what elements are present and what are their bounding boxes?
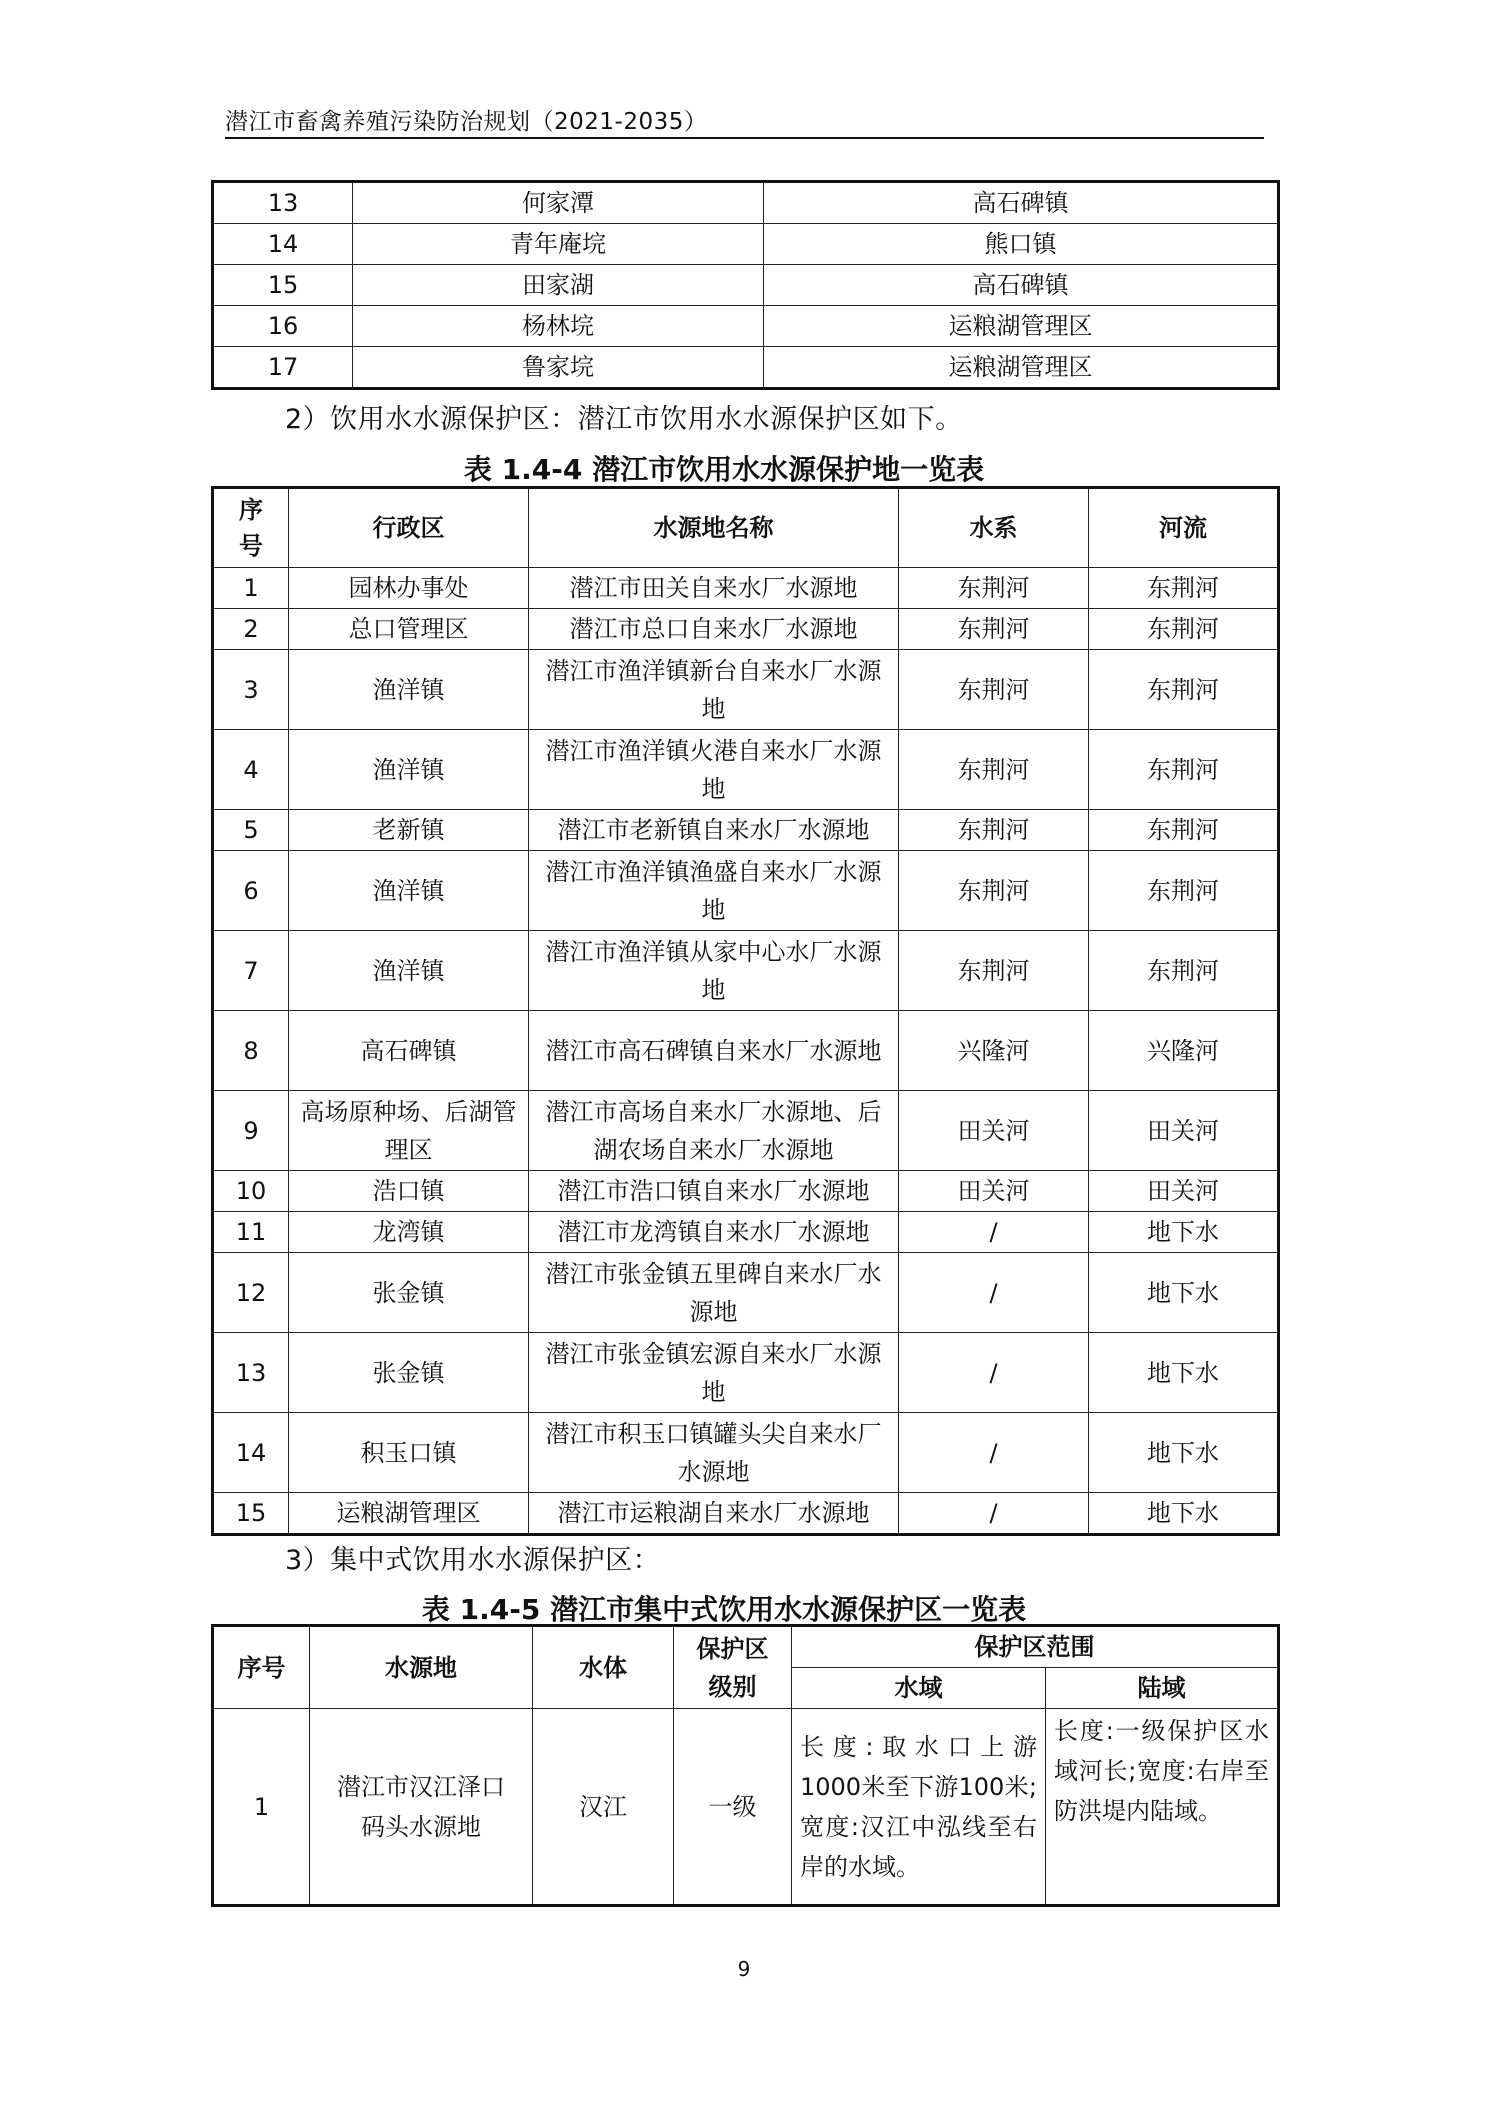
paragraph-3: 3）集中式饮用水水源保护区：	[285, 1545, 661, 1576]
table5-header-source: 水源地	[310, 1626, 533, 1709]
cell-water-system: 田关河	[899, 1091, 1089, 1171]
table-row	[213, 1333, 1279, 1413]
cell-river: 东荆河	[1089, 931, 1279, 1011]
cell-district: 渔洋镇	[289, 650, 529, 730]
cell-seq: 10	[213, 1171, 289, 1212]
cell-seq: 8	[213, 1011, 289, 1091]
cell-source-name: 潜江市总口自来水厂水源地	[529, 609, 899, 650]
cell-town: 高石碑镇	[764, 265, 1279, 306]
cell-seq: 4	[213, 730, 289, 810]
table4-header-water-system: 水系	[899, 488, 1089, 568]
cell-source-name: 潜江市渔洋镇渔盛自来水厂水源地	[529, 851, 899, 931]
table-row	[213, 1091, 1279, 1171]
cell-source-name: 潜江市田关自来水厂水源地	[529, 568, 899, 609]
cell-district: 园林办事处	[289, 568, 529, 609]
cell-water-system: /	[899, 1413, 1089, 1493]
cell-seq: 1	[213, 568, 289, 609]
cell-seq: 14	[213, 1413, 289, 1493]
cell-river: 田关河	[1089, 1091, 1279, 1171]
cell-water-system: 东荆河	[899, 810, 1089, 851]
table-row	[213, 1709, 1279, 1906]
table5-header-water-area: 水域	[792, 1668, 1046, 1709]
table4-header-seq: 序号	[213, 488, 289, 568]
cell-district: 渔洋镇	[289, 851, 529, 931]
cell-name: 田家湖	[353, 265, 764, 306]
table-row	[213, 1253, 1279, 1333]
table-row	[213, 306, 1279, 347]
table-row	[213, 347, 1279, 389]
cell-district: 积玉口镇	[289, 1413, 529, 1493]
cell-water-system: 兴隆河	[899, 1011, 1089, 1091]
table5-cell-water: 长度:取水口上游1000米至下游100米;宽度:汉江中泓线至右岸的水域。	[792, 1709, 1046, 1906]
cell-seq: 9	[213, 1091, 289, 1171]
cell-water-system: 东荆河	[899, 730, 1089, 810]
cell-source-name: 潜江市张金镇五里碑自来水厂水源地	[529, 1253, 899, 1333]
cell-seq: 14	[213, 224, 353, 265]
cell-source-name: 潜江市积玉口镇罐头尖自来水厂水源地	[529, 1413, 899, 1493]
cell-water-system: 东荆河	[899, 650, 1089, 730]
table5-header-range: 保护区范围	[792, 1626, 1279, 1668]
table5-header-level: 保护区级别	[674, 1626, 792, 1709]
cell-water-system: 田关河	[899, 1171, 1089, 1212]
cell-name: 杨林垸	[353, 306, 764, 347]
cell-source-name: 潜江市渔洋镇从家中心水厂水源地	[529, 931, 899, 1011]
cell-river: 东荆河	[1089, 609, 1279, 650]
cell-seq: 13	[213, 1333, 289, 1413]
table-row	[213, 1493, 1279, 1535]
paragraph-2: 2）饮用水水源保护区：潜江市饮用水水源保护区如下。	[285, 404, 963, 435]
table5-cell-body: 汉江	[533, 1709, 674, 1906]
table4-caption: 表 1.4-4 潜江市饮用水水源保护地一览表	[463, 453, 985, 486]
cell-source-name: 潜江市老新镇自来水厂水源地	[529, 810, 899, 851]
table-water-source-list	[211, 486, 1280, 1536]
table-row	[213, 265, 1279, 306]
page-number: 9	[737, 1957, 751, 1981]
cell-river: 地下水	[1089, 1212, 1279, 1253]
table5-header-land-area: 陆域	[1046, 1668, 1279, 1709]
cell-district: 高场原种场、后湖管理区	[289, 1091, 529, 1171]
cell-seq: 3	[213, 650, 289, 730]
cell-river: 地下水	[1089, 1253, 1279, 1333]
cell-river: 地下水	[1089, 1333, 1279, 1413]
cell-seq: 5	[213, 810, 289, 851]
cell-district: 总口管理区	[289, 609, 529, 650]
cell-seq: 12	[213, 1253, 289, 1333]
cell-district: 老新镇	[289, 810, 529, 851]
cell-source-name: 潜江市高场自来水厂水源地、后湖农场自来水厂水源地	[529, 1091, 899, 1171]
cell-source-name: 潜江市浩口镇自来水厂水源地	[529, 1171, 899, 1212]
cell-river: 地下水	[1089, 1493, 1279, 1535]
cell-water-system: 东荆河	[899, 851, 1089, 931]
cell-river: 田关河	[1089, 1171, 1279, 1212]
table5-cell-source: 潜江市汉江泽口码头水源地	[310, 1709, 533, 1906]
table5-cell-level: 一级	[674, 1709, 792, 1906]
cell-seq: 2	[213, 609, 289, 650]
cell-seq: 6	[213, 851, 289, 931]
table-row	[213, 609, 1279, 650]
cell-river: 地下水	[1089, 1413, 1279, 1493]
cell-river: 东荆河	[1089, 568, 1279, 609]
cell-water-system: 东荆河	[899, 931, 1089, 1011]
cell-district: 浩口镇	[289, 1171, 529, 1212]
page-header-title: 潜江市畜禽养殖污染防治规划（2021-2035）	[225, 109, 708, 135]
table-row	[213, 1011, 1279, 1091]
cell-source-name: 潜江市张金镇宏源自来水厂水源地	[529, 1333, 899, 1413]
cell-source-name: 潜江市高石碑镇自来水厂水源地	[529, 1011, 899, 1091]
cell-town: 高石碑镇	[764, 182, 1279, 224]
table-row	[213, 1171, 1279, 1212]
table-row	[213, 931, 1279, 1011]
cell-district: 运粮湖管理区	[289, 1493, 529, 1535]
cell-water-system: /	[899, 1212, 1089, 1253]
cell-district: 渔洋镇	[289, 730, 529, 810]
table-row	[213, 224, 1279, 265]
cell-seq: 16	[213, 306, 353, 347]
header-divider	[225, 137, 1264, 139]
cell-source-name: 潜江市渔洋镇新台自来水厂水源地	[529, 650, 899, 730]
table-row	[213, 182, 1279, 224]
table5-header-water-body: 水体	[533, 1626, 674, 1709]
table4-header-source-name: 水源地名称	[529, 488, 899, 568]
table5-header-seq: 序号	[213, 1626, 310, 1709]
cell-source-name: 潜江市渔洋镇火港自来水厂水源地	[529, 730, 899, 810]
cell-district: 张金镇	[289, 1253, 529, 1333]
cell-seq: 17	[213, 347, 353, 389]
table-row	[213, 568, 1279, 609]
cell-water-system: 东荆河	[899, 609, 1089, 650]
table-row	[213, 810, 1279, 851]
table5-cell-land: 长度:一级保护区水域河长;宽度:右岸至防洪堤内陆域。	[1046, 1709, 1279, 1906]
cell-district: 渔洋镇	[289, 931, 529, 1011]
cell-name: 鲁家垸	[353, 347, 764, 389]
cell-seq: 15	[213, 265, 353, 306]
cell-water-system: 东荆河	[899, 568, 1089, 609]
cell-source-name: 潜江市运粮湖自来水厂水源地	[529, 1493, 899, 1535]
cell-river: 东荆河	[1089, 650, 1279, 730]
cell-town: 熊口镇	[764, 224, 1279, 265]
cell-district: 张金镇	[289, 1333, 529, 1413]
cell-source-name: 潜江市龙湾镇自来水厂水源地	[529, 1212, 899, 1253]
table5-cell-seq: 1	[213, 1709, 310, 1906]
cell-water-system: /	[899, 1333, 1089, 1413]
cell-river: 东荆河	[1089, 730, 1279, 810]
table-row	[213, 1413, 1279, 1493]
cell-seq: 11	[213, 1212, 289, 1253]
table-row	[213, 851, 1279, 931]
cell-name: 青年庵垸	[353, 224, 764, 265]
cell-seq: 7	[213, 931, 289, 1011]
cell-river: 东荆河	[1089, 851, 1279, 931]
cell-seq: 15	[213, 1493, 289, 1535]
table-continued	[211, 180, 1280, 390]
table-centralized-protection-zone	[211, 1624, 1280, 1907]
cell-town: 运粮湖管理区	[764, 306, 1279, 347]
cell-water-system: /	[899, 1493, 1089, 1535]
table-row	[213, 650, 1279, 730]
table4-header-district: 行政区	[289, 488, 529, 568]
cell-river: 东荆河	[1089, 810, 1279, 851]
cell-district: 龙湾镇	[289, 1212, 529, 1253]
cell-town: 运粮湖管理区	[764, 347, 1279, 389]
cell-name: 何家潭	[353, 182, 764, 224]
table5-caption: 表 1.4-5 潜江市集中式饮用水水源保护区一览表	[421, 1593, 1027, 1626]
cell-river: 兴隆河	[1089, 1011, 1279, 1091]
cell-seq: 13	[213, 182, 353, 224]
table4-header-river: 河流	[1089, 488, 1279, 568]
cell-district: 高石碑镇	[289, 1011, 529, 1091]
table-row	[213, 730, 1279, 810]
table-row	[213, 1212, 1279, 1253]
cell-water-system: /	[899, 1253, 1089, 1333]
